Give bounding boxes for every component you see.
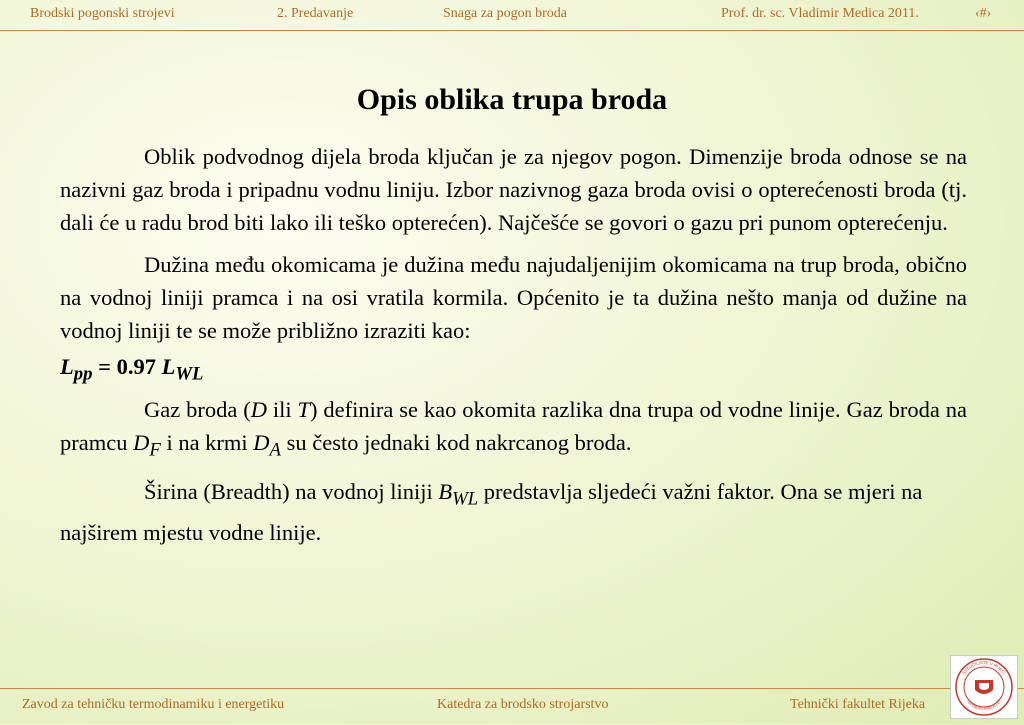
subscript-wl: WL (452, 488, 479, 510)
formula-subscript-pp: pp (73, 363, 93, 385)
formula-symbol-l-wl: L (161, 354, 176, 379)
slide-title: Opis oblika trupa broda (356, 83, 668, 116)
symbol-t: T (297, 396, 311, 422)
header-topic: Snaga za pogon broda (443, 6, 568, 21)
breadth-text-2: predstavlja sljedeći važni faktor. Ona se mjeri na najširem mjestu vodne linije. (60, 479, 923, 545)
footer-department: Zavod za tehničku termodinamiku i energetiku (22, 697, 285, 712)
formula-coefficient: = 0.97 (92, 354, 162, 379)
paragraph-length-perpendiculars: Dužina među okomicama je dužina među najudaljenijim okomicama na trup broda, obično na vodnoj liniji pramca i na osi vratila kormila. Općenito je ta dužina nešto manja od dužine na vodnoj liniji te se može približno izraziti kao: (60, 252, 967, 343)
faculty-logo (950, 655, 1018, 719)
header-course: Brodski pogonski strojevi (30, 6, 175, 21)
logo-top-text: SVEUČILIŠTE U RIJECI (961, 659, 1007, 676)
formula-symbol-l: L (60, 354, 74, 379)
draught-text-5: su često jednaki kod nakrcanog broda. (281, 429, 632, 455)
paragraph-draught (60, 393, 967, 467)
slide-footer (0, 688, 1024, 725)
footer-chair: Katedra za brodsko strojarstvo (437, 697, 609, 712)
draught-text-1: Gaz broda ( (144, 396, 251, 422)
slide-header (0, 0, 1024, 31)
symbol-d: D (250, 396, 267, 422)
paragraph-breadth (60, 475, 967, 549)
subscript-f: F (149, 439, 161, 460)
faculty-seal-icon (951, 656, 1017, 718)
symbol-d-aft: D (253, 429, 270, 455)
header-page-number: ‹#› (975, 6, 992, 21)
footer-faculty: Tehnički fakultet Rijeka (790, 697, 926, 712)
formula-lpp (60, 350, 967, 391)
symbol-b: B (438, 479, 453, 504)
header-author-year: Prof. dr. sc. Vladimir Medica 2011. (721, 6, 919, 21)
logo-bottom-text: TEHNIČKI FAKULTET (965, 698, 1003, 712)
formula-subscript-wl: WL (175, 363, 204, 385)
symbol-d-fore: D (133, 429, 150, 455)
draught-text-3: ) definira se kao okomita razlika dna trupa od vodne linije. Gaz broda na pramcu (60, 396, 967, 455)
slide-body (60, 140, 967, 549)
subscript-a: A (269, 439, 282, 460)
paragraph-hull-shape: Oblik podvodnog dijela broda ključan je za njegov pogon. Dimenzije broda odnose se na nazivni gaz broda i pripadnu vodnu liniju. Izbor nazivnog gaza broda ovisi o opterećenosti broda (tj. dali će u radu brod biti lako ili teško opterećen). Najčešće se govori o gazu pri punom opterećenju. (60, 144, 967, 235)
breadth-text-1: Širina (Breadth) na vodnoj liniji (144, 479, 439, 504)
draught-text-2: ili (266, 396, 298, 422)
header-lecture: 2. Predavanje (277, 6, 354, 21)
draught-text-4: i na krmi (160, 429, 254, 455)
